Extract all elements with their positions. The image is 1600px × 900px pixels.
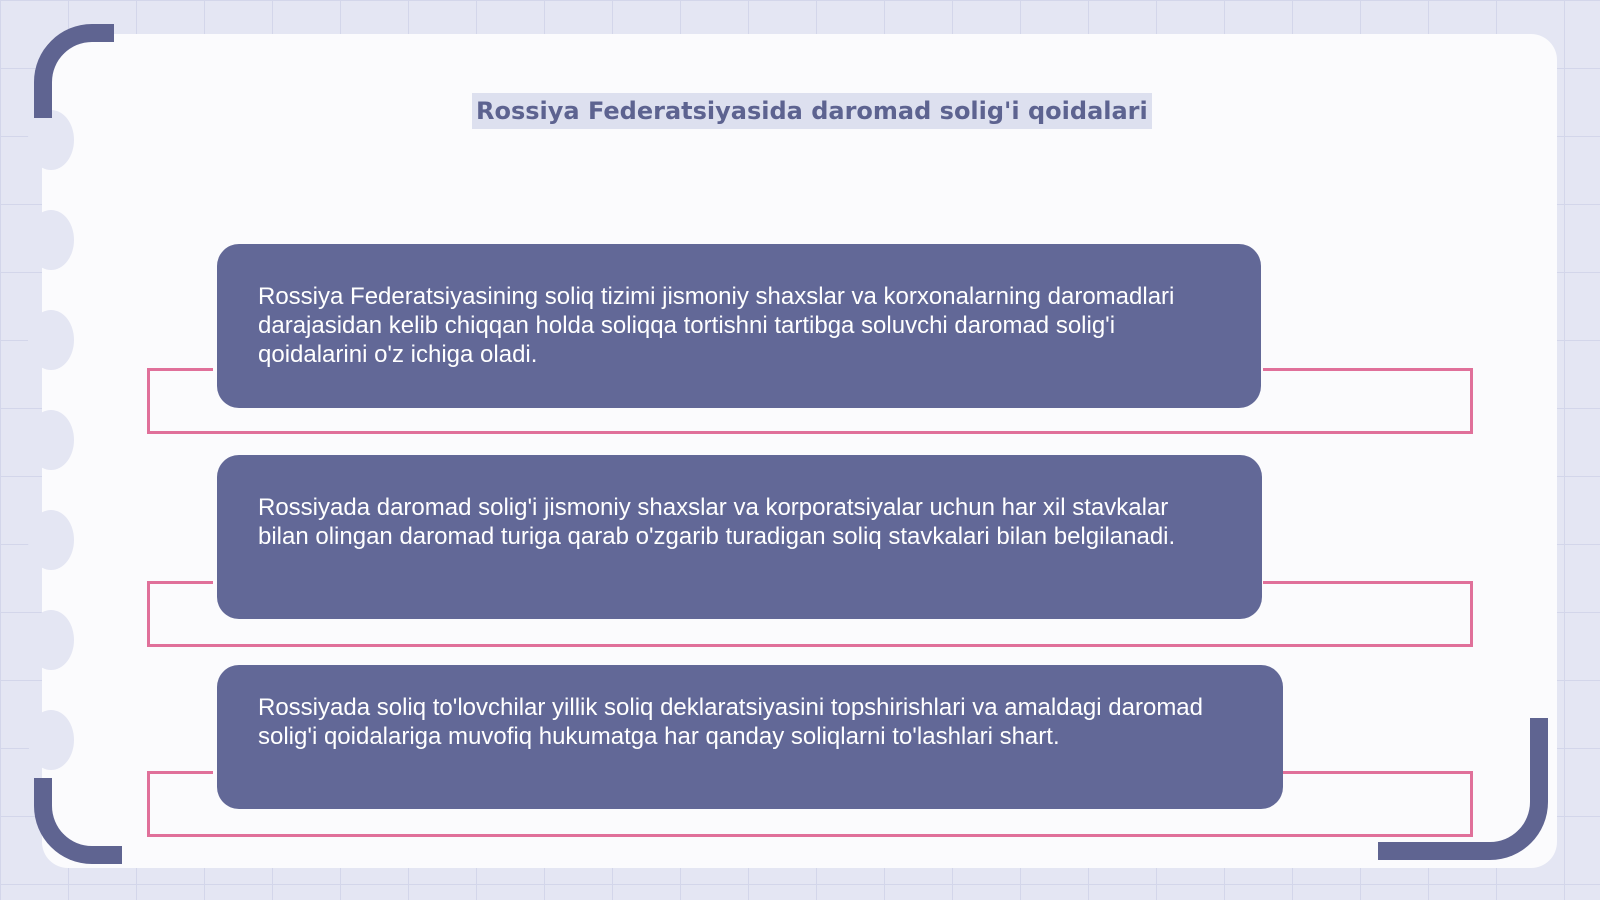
page-notch (28, 210, 74, 270)
slide-title: Rossiya Federatsiyasida daromad solig'i qoidalari (472, 93, 1152, 129)
frame-corner-top-left (34, 24, 114, 118)
info-card-text: Rossiya Federatsiyasining soliq tizimi jismoniy shaxslar va korxonalarning daromadlari darajasidan kelib chiqqan holda soliqqa tortishni tartibga soluvchi daromad solig'i qoidalarini o'z ichiga oladi. (258, 283, 1175, 368)
info-card (217, 244, 1261, 408)
page-notch (28, 310, 74, 370)
page-notch (28, 510, 74, 570)
info-card-text: Rossiyada daromad solig'i jismoniy shaxslar va korporatsiyalar uchun har xil stavkalar bilan olingan daromad turiga qarab o'zgarib turadigan soliq stavkalari bilan belgilanadi. (258, 494, 1176, 550)
info-card-text: Rossiyada soliq to'lovchilar yillik soliq deklaratsiyasini topshirishlari va amaldagi daromad solig'i qoidalariga muvofiq hukumatga har qanday soliqlarni to'lashlari shart. (258, 694, 1203, 750)
page-notch (28, 410, 74, 470)
info-card (217, 665, 1283, 809)
page-notch (28, 110, 74, 170)
info-card (217, 455, 1262, 619)
page-notch (28, 610, 74, 670)
page-notch (28, 710, 74, 770)
